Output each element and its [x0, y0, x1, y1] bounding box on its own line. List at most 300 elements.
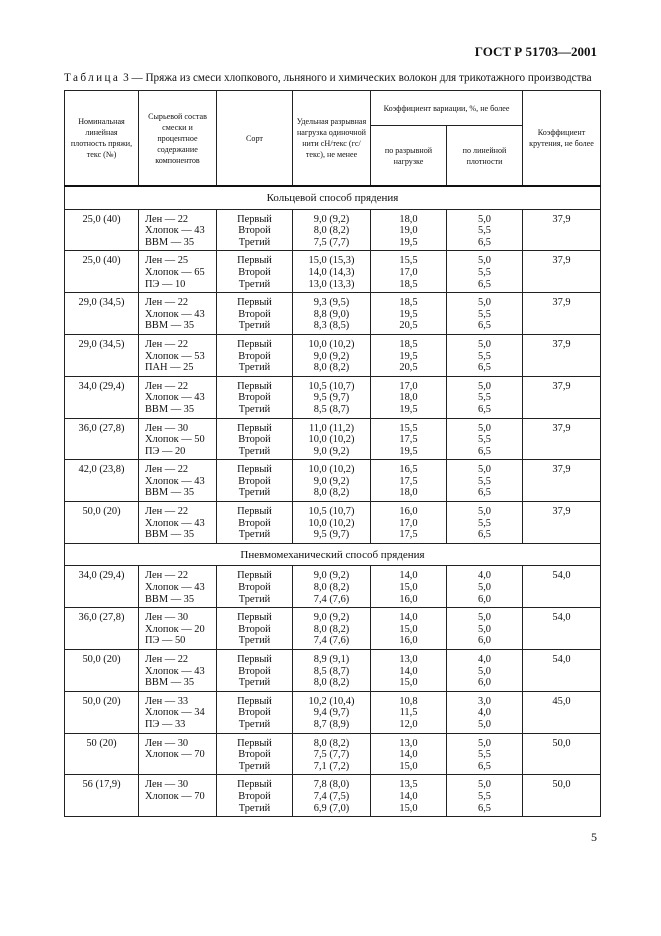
variation-density-cell-line: 5,0 [478, 665, 491, 677]
grade-cell-line: Первый [237, 506, 272, 518]
load-cell-line: 11,0 (11,2) [308, 422, 355, 434]
variation-load-cell-line: 14,0 [399, 570, 418, 582]
load-cell [293, 733, 371, 775]
load-cell-line: 9,0 (9,2) [313, 475, 350, 487]
variation-load-cell-line: 19,5 [399, 308, 418, 320]
variation-density-cell-line: 5,0 [478, 737, 491, 749]
composition-cell-line: ПАН — 25 [145, 362, 194, 374]
table-row [65, 566, 601, 608]
density-cell: 34,0 (29,4) [65, 376, 139, 418]
twist-cell: 37,9 [523, 293, 601, 335]
variation-load-cell-line: 17,5 [399, 475, 418, 487]
load-cell-line: 10,2 (10,4) [308, 695, 355, 707]
grade-cell-line: Первый [237, 570, 272, 582]
composition-cell [139, 209, 217, 251]
variation-load-cell-line: 18,0 [399, 392, 418, 404]
variation-density-cell-line: 4,0 [478, 570, 491, 582]
load-cell-line: 10,0 (10,2) [308, 338, 355, 350]
load-cell-line: 7,4 (7,6) [313, 635, 350, 647]
variation-load-cell [371, 209, 447, 251]
composition-cell [139, 334, 217, 376]
grade-cell-line: Третий [238, 236, 271, 248]
variation-density-cell-line: 5,0 [478, 612, 491, 624]
grade-cell-line: Первый [237, 338, 272, 350]
variation-density-cell [447, 209, 523, 251]
variation-load-cell-line: 13,5 [399, 779, 418, 791]
grade-cell-line: Третий [238, 718, 271, 730]
variation-density-cell-line: 5,0 [478, 582, 491, 594]
grade-cell-line: Первый [237, 255, 272, 267]
composition-cell-line: ПЭ — 50 [145, 635, 186, 647]
table-body [65, 186, 601, 817]
variation-load-cell [371, 733, 447, 775]
variation-density-cell [447, 460, 523, 502]
variation-density-cell-line: 6,5 [478, 320, 491, 332]
grade-cell [217, 334, 293, 376]
load-cell-line: 8,0 (8,2) [313, 737, 350, 749]
variation-density-cell [447, 566, 523, 608]
density-cell: 29,0 (34,5) [65, 293, 139, 335]
composition-cell-line: Хлопок — 50 [145, 434, 205, 446]
variation-load-cell-line: 13,0 [399, 737, 418, 749]
variation-load-cell [371, 775, 447, 817]
variation-load-cell [371, 691, 447, 733]
twist-cell: 50,0 [523, 775, 601, 817]
grade-cell-line: Третий [238, 529, 271, 541]
header-density: Номинальная линейная плотность пряжи, текс (№) [65, 91, 139, 187]
composition-cell-line: Лен — 33 [145, 695, 189, 707]
composition-cell [139, 460, 217, 502]
density-cell: 50,0 (20) [65, 691, 139, 733]
table-header [65, 91, 601, 187]
load-cell-line: 8,0 (8,2) [313, 225, 350, 237]
composition-cell-line: Хлопок — 43 [145, 475, 205, 487]
twist-cell: 37,9 [523, 251, 601, 293]
load-cell-line: 7,1 (7,2) [313, 760, 350, 772]
grade-cell-line: Первый [237, 422, 272, 434]
variation-load-cell-line: 19,5 [399, 445, 418, 457]
load-cell-line: 8,0 (8,2) [313, 362, 350, 374]
load-cell-line: 9,0 (9,2) [313, 350, 350, 362]
variation-load-cell [371, 650, 447, 692]
variation-density-cell-line: 6,0 [478, 593, 491, 605]
variation-load-cell [371, 502, 447, 544]
load-cell-line: 6,9 (7,0) [313, 802, 350, 814]
header-load: Удельная разрывная нагрузка одиночной нити сН/текс (гс/текс), не менее [293, 91, 371, 187]
grade-cell-line: Первый [237, 695, 272, 707]
grade-cell-line: Первый [237, 779, 272, 791]
load-cell [293, 376, 371, 418]
grade-cell-line: Второй [238, 434, 271, 446]
variation-density-cell-line: 5,5 [478, 225, 491, 237]
grade-cell-line: Первый [237, 737, 272, 749]
grade-cell-line: Третий [238, 760, 271, 772]
load-cell [293, 460, 371, 502]
variation-load-cell [371, 418, 447, 460]
header-variation-load: по разрывной нагрузке [371, 126, 447, 187]
grade-cell-line: Третий [238, 403, 271, 415]
header-grade: Сорт [217, 91, 293, 187]
variation-density-cell-line: 5,0 [478, 380, 491, 392]
load-cell [293, 293, 371, 335]
twist-cell: 54,0 [523, 650, 601, 692]
variation-load-cell-line: 18,0 [399, 213, 418, 225]
composition-cell [139, 293, 217, 335]
grade-cell-line: Первый [237, 297, 272, 309]
section-row [65, 186, 601, 209]
variation-density-cell-line: 6,5 [478, 802, 491, 814]
grade-cell [217, 418, 293, 460]
header-twist: Коэффициент крутения, не более [523, 91, 601, 187]
grade-cell-line: Второй [238, 350, 271, 362]
variation-load-cell-line: 15,5 [399, 422, 418, 434]
variation-density-cell-line: 5,0 [478, 506, 491, 518]
variation-load-cell-line: 17,5 [399, 529, 418, 541]
grade-cell [217, 775, 293, 817]
grade-cell-line: Второй [238, 517, 271, 529]
table-row [65, 691, 601, 733]
header-variation: Коэффициент вариации, %, не более [371, 91, 523, 126]
load-cell [293, 418, 371, 460]
variation-load-cell-line: 15,0 [399, 677, 418, 689]
variation-load-cell [371, 293, 447, 335]
variation-density-cell-line: 4,0 [478, 707, 491, 719]
density-cell: 25,0 (40) [65, 251, 139, 293]
variation-density-cell-line: 6,5 [478, 362, 491, 374]
load-cell-line: 9,0 (9,2) [313, 570, 350, 582]
variation-density-cell [447, 608, 523, 650]
table-row [65, 293, 601, 335]
table-row [65, 775, 601, 817]
table-row [65, 650, 601, 692]
load-cell [293, 566, 371, 608]
load-cell [293, 334, 371, 376]
variation-density-cell-line: 5,0 [478, 718, 491, 730]
variation-density-cell-line: 6,5 [478, 445, 491, 457]
table-row [65, 334, 601, 376]
variation-density-cell-line: 5,0 [478, 297, 491, 309]
composition-cell-line: Хлопок — 20 [145, 623, 205, 635]
variation-density-cell [447, 502, 523, 544]
table-row [65, 209, 601, 251]
composition-cell [139, 650, 217, 692]
variation-load-cell-line: 15,0 [399, 802, 418, 814]
load-cell-line: 8,5 (8,7) [313, 403, 350, 415]
variation-load-cell [371, 566, 447, 608]
composition-cell [139, 733, 217, 775]
density-cell: 36,0 (27,8) [65, 418, 139, 460]
variation-load-cell-line: 15,0 [399, 623, 418, 635]
load-cell-line: 7,5 (7,7) [313, 749, 350, 761]
load-cell-line: 8,0 (8,2) [313, 582, 350, 594]
composition-cell-line: Хлопок — 43 [145, 225, 205, 237]
load-cell [293, 502, 371, 544]
variation-density-cell-line: 5,0 [478, 422, 491, 434]
grade-cell [217, 733, 293, 775]
composition-cell-line: Хлопок — 34 [145, 707, 205, 719]
composition-cell-line: ВВМ — 35 [145, 487, 195, 499]
load-cell [293, 209, 371, 251]
variation-load-cell-line: 16,0 [399, 635, 418, 647]
variation-load-cell-line: 11,5 [399, 707, 418, 719]
load-cell [293, 251, 371, 293]
variation-load-cell [371, 608, 447, 650]
composition-cell-line: Лен — 22 [145, 570, 189, 582]
variation-density-cell-line: 5,5 [478, 392, 491, 404]
composition-cell-line: Хлопок — 43 [145, 392, 205, 404]
variation-density-cell [447, 733, 523, 775]
grade-cell-line: Третий [238, 487, 271, 499]
variation-load-cell-line: 19,0 [399, 225, 418, 237]
grade-cell-line: Первый [237, 654, 272, 665]
variation-load-cell-line: 16,5 [399, 464, 418, 476]
variation-load-cell-line: 18,0 [399, 487, 418, 499]
density-cell: 42,0 (23,8) [65, 460, 139, 502]
variation-density-cell-line: 5,5 [478, 434, 491, 446]
load-cell-line: 7,5 (7,7) [313, 236, 350, 248]
grade-cell-line: Третий [238, 635, 271, 647]
composition-cell [139, 775, 217, 817]
load-cell-line: 10,0 (10,2) [308, 434, 355, 446]
grade-cell-line: Первый [237, 612, 272, 624]
load-cell-line: 8,0 (8,2) [313, 677, 350, 689]
variation-load-cell-line: 18,5 [399, 338, 418, 350]
twist-cell: 37,9 [523, 209, 601, 251]
variation-load-cell-line: 15,0 [399, 760, 418, 772]
variation-density-cell [447, 251, 523, 293]
table-row [65, 733, 601, 775]
load-cell-line: 13,0 (13,3) [308, 278, 355, 290]
variation-load-cell-line: 14,0 [399, 612, 418, 624]
table-caption-text: 3 — Пряжа из смеси хлопкового, льняного и химических волокон для трикотажного производства [120, 72, 592, 84]
load-cell-line: 7,4 (7,5) [313, 790, 350, 802]
grade-cell-line: Второй [238, 665, 271, 677]
load-cell-line: 14,0 (14,3) [308, 266, 355, 278]
composition-cell-line: Хлопок — 43 [145, 665, 205, 677]
load-cell [293, 650, 371, 692]
composition-cell-line: ВВМ — 35 [145, 677, 195, 689]
twist-cell: 50,0 [523, 733, 601, 775]
density-cell: 50,0 (20) [65, 650, 139, 692]
composition-cell-line: ПЭ — 33 [145, 718, 186, 730]
grade-cell-line: Второй [238, 308, 271, 320]
composition-cell-line: ВВМ — 35 [145, 236, 195, 248]
variation-density-cell [447, 418, 523, 460]
composition-cell-line: Хлопок — 43 [145, 582, 205, 594]
grade-cell [217, 460, 293, 502]
table-caption-prefix: Таблица [64, 72, 121, 84]
table-row [65, 502, 601, 544]
composition-cell-line: Хлопок — 43 [145, 308, 205, 320]
density-cell: 36,0 (27,8) [65, 608, 139, 650]
composition-cell-line: Лен — 30 [145, 422, 189, 434]
header-composition: Сырьевой состав смески и процентное содержание компонентов [139, 91, 217, 187]
density-cell: 29,0 (34,5) [65, 334, 139, 376]
variation-density-cell-line: 5,0 [478, 464, 491, 476]
variation-load-cell-line: 16,0 [399, 593, 418, 605]
load-cell-line: 8,9 (9,1) [313, 654, 350, 665]
variation-density-cell [447, 334, 523, 376]
table-row [65, 418, 601, 460]
variation-load-cell-line: 19,5 [399, 236, 418, 248]
variation-load-cell [371, 376, 447, 418]
load-cell-line: 8,0 (8,2) [313, 623, 350, 635]
twist-cell: 37,9 [523, 376, 601, 418]
grade-cell [217, 376, 293, 418]
header-variation-density: по линейной плотности [447, 126, 523, 187]
composition-cell-line: ВВМ — 35 [145, 593, 195, 605]
grade-cell-line: Второй [238, 475, 271, 487]
section-title: Пневмомеханический способ прядения [65, 543, 601, 566]
composition-cell-line: Лен — 22 [145, 654, 189, 665]
variation-load-cell-line: 15,5 [399, 255, 418, 267]
page-number: 5 [591, 830, 597, 844]
variation-load-cell-line: 17,0 [399, 266, 418, 278]
variation-density-cell-line: 3,0 [478, 695, 491, 707]
variation-load-cell-line: 18,5 [399, 278, 418, 290]
twist-cell: 37,9 [523, 418, 601, 460]
variation-density-cell [447, 376, 523, 418]
variation-density-cell-line: 5,5 [478, 749, 491, 761]
grade-cell-line: Первый [237, 380, 272, 392]
composition-cell-line: ВВМ — 35 [145, 320, 195, 332]
density-cell: 50 (20) [65, 733, 139, 775]
load-cell-line: 9,4 (9,7) [313, 707, 350, 719]
variation-density-cell-line: 5,5 [478, 266, 491, 278]
variation-load-cell [371, 460, 447, 502]
grade-cell-line: Третий [238, 320, 271, 332]
grade-cell-line: Второй [238, 266, 271, 278]
variation-load-cell-line: 16,0 [399, 506, 418, 518]
composition-cell-line: Лен — 22 [145, 297, 189, 309]
load-cell [293, 691, 371, 733]
composition-cell-line: ВВМ — 35 [145, 529, 195, 541]
grade-cell-line: Второй [238, 225, 271, 237]
grade-cell-line: Второй [238, 623, 271, 635]
grade-cell [217, 608, 293, 650]
grade-cell-line: Первый [237, 213, 272, 225]
composition-cell-line: Хлопок — 70 [145, 749, 205, 761]
composition-cell [139, 691, 217, 733]
variation-load-cell-line: 19,5 [399, 403, 418, 415]
load-cell-line: 9,5 (9,7) [313, 392, 350, 404]
variation-density-cell-line: 6,5 [478, 278, 491, 290]
grade-cell-line: Третий [238, 278, 271, 290]
twist-cell: 54,0 [523, 566, 601, 608]
composition-cell [139, 418, 217, 460]
composition-cell-line: ПЭ — 20 [145, 445, 186, 457]
load-cell-line: 7,8 (8,0) [313, 779, 350, 791]
variation-load-cell-line: 19,5 [399, 350, 418, 362]
composition-cell-line: ВВМ — 35 [145, 403, 195, 415]
variation-density-cell-line: 5,0 [478, 338, 491, 350]
load-cell-line: 10,5 (10,7) [308, 380, 355, 392]
table-row [65, 251, 601, 293]
variation-density-cell-line: 6,0 [478, 677, 491, 689]
composition-cell-line: ПЭ — 10 [145, 278, 186, 290]
load-cell-line: 8,3 (8,5) [313, 320, 350, 332]
grade-cell-line: Третий [238, 677, 271, 689]
grade-cell [217, 650, 293, 692]
variation-density-cell-line: 5,0 [478, 213, 491, 225]
load-cell [293, 608, 371, 650]
composition-cell-line: Хлопок — 65 [145, 266, 205, 278]
twist-cell: 37,9 [523, 502, 601, 544]
grade-cell-line: Второй [238, 790, 271, 802]
composition-cell-line: Лен — 22 [145, 506, 189, 518]
load-cell [293, 775, 371, 817]
variation-load-cell-line: 17,5 [399, 434, 418, 446]
variation-load-cell-line: 12,0 [399, 718, 418, 730]
load-cell-line: 8,7 (8,9) [313, 718, 350, 730]
variation-load-cell-line: 14,0 [399, 790, 418, 802]
table-row [65, 460, 601, 502]
variation-load-cell [371, 251, 447, 293]
grade-cell-line: Второй [238, 707, 271, 719]
composition-cell-line: Лен — 22 [145, 464, 189, 476]
variation-load-cell-line: 10,8 [399, 695, 418, 707]
variation-density-cell-line: 5,0 [478, 255, 491, 267]
composition-cell [139, 566, 217, 608]
variation-density-cell-line: 4,0 [478, 654, 491, 665]
document-id: ГОСТ Р 51703—2001 [474, 44, 597, 59]
variation-load-cell-line: 17,0 [399, 517, 418, 529]
load-cell-line: 8,5 (8,7) [313, 665, 350, 677]
composition-cell [139, 608, 217, 650]
variation-density-cell-line: 5,5 [478, 475, 491, 487]
grade-cell-line: Первый [237, 464, 272, 476]
twist-cell: 54,0 [523, 608, 601, 650]
variation-load-cell-line: 14,0 [399, 749, 418, 761]
grade-cell-line: Второй [238, 582, 271, 594]
composition-cell [139, 251, 217, 293]
variation-density-cell-line: 6,5 [478, 760, 491, 772]
twist-cell: 45,0 [523, 691, 601, 733]
density-cell: 56 (17,9) [65, 775, 139, 817]
density-cell: 50,0 (20) [65, 502, 139, 544]
table-row [65, 376, 601, 418]
load-cell-line: 10,5 (10,7) [308, 506, 355, 518]
composition-cell-line: Хлопок — 43 [145, 517, 205, 529]
grade-cell [217, 691, 293, 733]
grade-cell [217, 566, 293, 608]
grade-cell [217, 209, 293, 251]
composition-cell-line: Лен — 22 [145, 380, 189, 392]
composition-cell-line: Лен — 22 [145, 213, 189, 225]
load-cell-line: 9,5 (9,7) [313, 529, 350, 541]
load-cell-line: 10,0 (10,2) [308, 517, 355, 529]
variation-density-cell-line: 5,0 [478, 623, 491, 635]
composition-cell-line: Лен — 30 [145, 737, 189, 749]
variation-load-cell-line: 15,0 [399, 582, 418, 594]
variation-density-cell-line: 6,0 [478, 635, 491, 647]
variation-density-cell-line: 5,5 [478, 350, 491, 362]
section-row [65, 543, 601, 566]
load-cell-line: 10,0 (10,2) [308, 464, 355, 476]
yarn-table [64, 90, 601, 817]
grade-cell [217, 502, 293, 544]
load-cell-line: 8,8 (9,0) [313, 308, 350, 320]
variation-load-cell-line: 18,5 [399, 297, 418, 309]
section-title: Кольцевой способ прядения [65, 186, 601, 209]
grade-cell-line: Третий [238, 593, 271, 605]
grade-cell-line: Второй [238, 749, 271, 761]
variation-load-cell-line: 17,0 [399, 380, 418, 392]
variation-density-cell-line: 6,5 [478, 236, 491, 248]
composition-cell-line: Лен — 25 [145, 255, 189, 267]
load-cell-line: 15,0 (15,3) [308, 255, 355, 267]
table-caption [64, 72, 604, 84]
